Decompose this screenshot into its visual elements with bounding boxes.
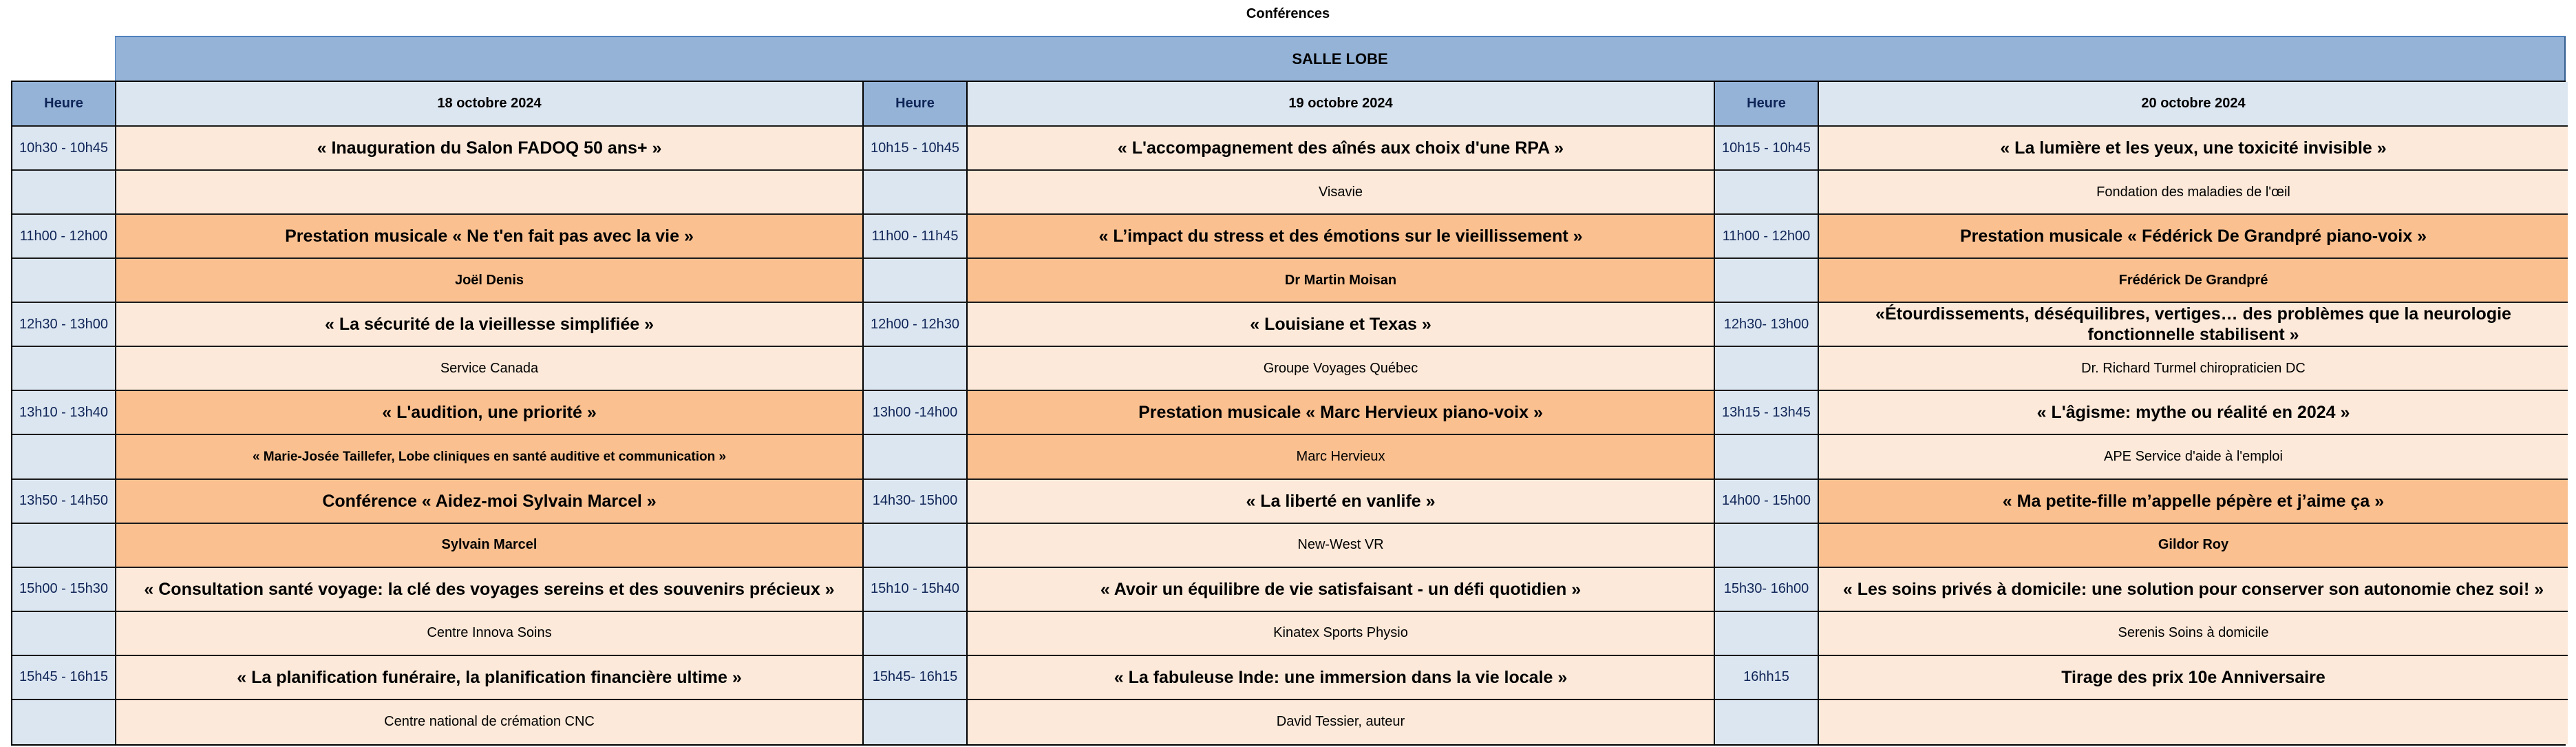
session-speaker: Sylvain Marcel	[441, 537, 537, 553]
session-time-empty	[1715, 700, 1819, 744]
session-title: « La fabuleuse Inde: une immersion dans la vie locale »	[1114, 667, 1568, 687]
session-time: 13h50 - 14h50	[12, 480, 116, 524]
session-speaker: Visavie	[1318, 184, 1363, 200]
session-speaker-cell	[116, 171, 864, 215]
session-title: Prestation musicale « Ne t'en fait pas avec la vie »	[285, 227, 694, 246]
session-time: 15h45 - 16h15	[12, 656, 116, 700]
session-title-cell	[116, 656, 864, 700]
session-speaker-cell	[116, 700, 864, 744]
session-title: « Inauguration du Salon FADOQ 50 ans+ »	[317, 138, 662, 158]
session-title: « Louisiane et Texas »	[1250, 315, 1431, 335]
session-time: 11h00 - 11h45	[864, 215, 968, 259]
session-title-cell	[1819, 480, 2568, 524]
session-time-empty	[864, 171, 968, 215]
session-time: 12h30- 13h00	[1715, 303, 1819, 347]
session-time: 13h10 - 13h40	[12, 391, 116, 435]
session-time: 10h15 - 10h45	[1715, 127, 1819, 171]
room-header	[115, 36, 2566, 81]
session-time-empty	[864, 259, 968, 303]
session-time-empty	[1715, 612, 1819, 656]
session-title-cell	[968, 656, 1715, 700]
day-header: 18 octobre 2024	[116, 82, 864, 127]
session-title: «Étourdissements, déséquilibres, vertiges… des problèmes que la neurologie fonctionnelle stabilisent »	[1875, 304, 2511, 345]
session-time-empty	[12, 700, 116, 744]
schedule-table	[11, 81, 2566, 746]
session-time-empty	[1715, 435, 1819, 479]
session-title: « L'âgisme: mythe ou réalité en 2024 »	[2036, 403, 2350, 423]
session-speaker-cell	[968, 171, 1715, 215]
session-speaker-cell	[1819, 612, 2568, 656]
session-time: 12h30 - 13h00	[12, 303, 116, 347]
session-title: « La sécurité de la vieillesse simplifiée »	[324, 315, 654, 335]
session-title-cell	[968, 127, 1715, 171]
session-time-empty	[12, 524, 116, 568]
session-speaker: APE Service d'aide à l'emploi	[2104, 449, 2283, 465]
session-time: 14h30- 15h00	[864, 480, 968, 524]
session-speaker: Centre Innova Soins	[427, 625, 552, 641]
session-speaker-cell	[968, 259, 1715, 303]
session-time: 12h00 - 12h30	[864, 303, 968, 347]
session-speaker-cell	[116, 612, 864, 656]
session-title: « La liberté en vanlife »	[1246, 491, 1436, 511]
session-time: 15h10 - 15h40	[864, 568, 968, 612]
session-title: Conférence « Aidez-moi Sylvain Marcel »	[322, 491, 657, 511]
session-title-cell	[1819, 303, 2568, 347]
session-speaker-cell	[968, 347, 1715, 391]
heure-header: Heure	[864, 82, 968, 127]
session-time-empty	[12, 435, 116, 479]
session-title-cell	[116, 303, 864, 347]
session-time: 10h30 - 10h45	[12, 127, 116, 171]
session-title-cell	[116, 480, 864, 524]
session-title-cell	[968, 303, 1715, 347]
session-title: Prestation musicale « Fédérick De Grandpré piano-voix »	[1959, 227, 2427, 246]
session-speaker: Service Canada	[440, 360, 539, 376]
session-time: 15h45- 16h15	[864, 656, 968, 700]
session-speaker-cell	[968, 435, 1715, 479]
session-title: « Avoir un équilibre de vie satisfaisant - un défi quotidien »	[1100, 579, 1582, 599]
session-time-empty	[1715, 171, 1819, 215]
session-speaker-cell	[968, 700, 1715, 744]
session-speaker: Marc Hervieux	[1296, 449, 1385, 465]
session-speaker: Groupe Voyages Québec	[1263, 360, 1418, 376]
session-time-empty	[864, 435, 968, 479]
session-time: 15h00 - 15h30	[12, 568, 116, 612]
session-title-cell	[116, 215, 864, 259]
session-speaker: Serenis Soins à domicile	[2118, 625, 2269, 641]
session-time-empty	[864, 700, 968, 744]
session-time: 13h00 -14h00	[864, 391, 968, 435]
session-speaker: « Marie-Josée Taillefer, Lobe cliniques en santé auditive et communication »	[252, 449, 727, 464]
session-speaker: Dr. Richard Turmel chiropraticien DC	[2081, 360, 2306, 376]
session-time: 11h00 - 12h00	[12, 215, 116, 259]
session-title: « L'accompagnement des aînés aux choix d'une RPA »	[1117, 138, 1564, 158]
day-header: 19 octobre 2024	[968, 82, 1715, 127]
session-speaker-cell	[1819, 347, 2568, 391]
session-speaker: Frédérick De Grandpré	[2118, 272, 2268, 288]
session-time-empty	[864, 612, 968, 656]
session-time-empty	[12, 171, 116, 215]
session-speaker: Kinatex Sports Physio	[1273, 625, 1408, 641]
session-title: « Consultation santé voyage: la clé des voyages sereins et des souvenirs précieux »	[144, 579, 835, 599]
session-speaker: Centre national de crémation CNC	[384, 714, 595, 730]
session-speaker-cell	[1819, 259, 2568, 303]
session-title: « La lumière et les yeux, une toxicité invisible »	[2000, 138, 2387, 158]
session-title: « L’impact du stress et des émotions sur le vieillissement »	[1098, 227, 1583, 246]
session-time: 14h00 - 15h00	[1715, 480, 1819, 524]
session-title-cell	[968, 391, 1715, 435]
session-speaker-cell	[1819, 524, 2568, 568]
session-title-cell	[1819, 391, 2568, 435]
session-speaker-cell	[1819, 700, 2568, 744]
session-title: « La planification funéraire, la planification financière ultime »	[237, 667, 742, 687]
session-time: 10h15 - 10h45	[864, 127, 968, 171]
session-title-cell	[116, 568, 864, 612]
session-time-empty	[12, 612, 116, 656]
session-time: 13h15 - 13h45	[1715, 391, 1819, 435]
session-time-empty	[1715, 259, 1819, 303]
session-title: Tirage des prix 10e Anniversaire	[2061, 667, 2325, 687]
session-title-cell	[968, 568, 1715, 612]
heure-header: Heure	[12, 82, 116, 127]
page-title: Conférences	[1246, 6, 1330, 21]
session-time: 15h30- 16h00	[1715, 568, 1819, 612]
session-speaker: Dr Martin Moisan	[1284, 272, 1397, 288]
session-title-cell	[1819, 568, 2568, 612]
session-title: « Ma petite-fille m’appelle pépère et j’aime ça »	[2002, 491, 2385, 511]
session-title-cell	[116, 127, 864, 171]
session-title: Prestation musicale « Marc Hervieux piano-voix »	[1138, 403, 1543, 423]
session-title-cell	[968, 480, 1715, 524]
session-title: « Les soins privés à domicile: une solution pour conserver son autonomie chez soi! »	[1842, 579, 2544, 599]
session-title: « L'audition, une priorité »	[382, 403, 597, 423]
session-time-empty	[1715, 347, 1819, 391]
session-speaker-cell	[968, 612, 1715, 656]
session-speaker: Fondation des maladies de l'œil	[2096, 184, 2290, 200]
session-time: 11h00 - 12h00	[1715, 215, 1819, 259]
session-title-cell	[1819, 127, 2568, 171]
session-speaker: Joël Denis	[454, 272, 524, 288]
session-time-empty	[12, 347, 116, 391]
session-speaker-cell	[116, 347, 864, 391]
heure-header: Heure	[1715, 82, 1819, 127]
session-time: 16hh15	[1715, 656, 1819, 700]
day-header: 20 octobre 2024	[1819, 82, 2568, 127]
session-speaker: New-West VR	[1297, 537, 1384, 553]
session-speaker: David Tessier, auteur	[1276, 714, 1405, 730]
session-title-cell	[968, 215, 1715, 259]
session-time-empty	[864, 524, 968, 568]
session-speaker-cell	[968, 524, 1715, 568]
session-time-empty	[1715, 524, 1819, 568]
session-speaker-cell	[116, 435, 864, 479]
session-speaker-cell	[1819, 171, 2568, 215]
room-name: SALLE LOBE	[1292, 50, 1388, 67]
session-title-cell	[1819, 656, 2568, 700]
session-speaker-cell	[1819, 435, 2568, 479]
session-time-empty	[864, 347, 968, 391]
session-title-cell	[116, 391, 864, 435]
session-speaker-cell	[116, 524, 864, 568]
session-speaker-cell	[116, 259, 864, 303]
session-time-empty	[12, 259, 116, 303]
session-speaker: Gildor Roy	[2158, 537, 2229, 553]
session-title-cell	[1819, 215, 2568, 259]
